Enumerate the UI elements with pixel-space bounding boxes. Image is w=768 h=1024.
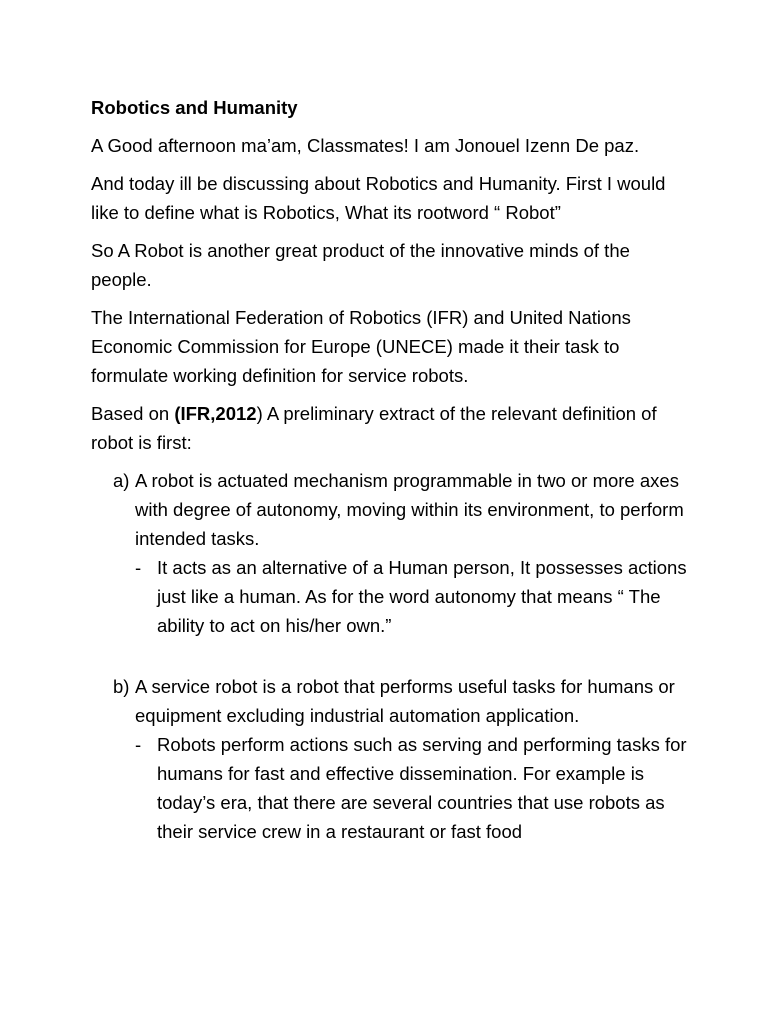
definition-note [135,730,691,846]
ifr-unece-paragraph: The International Federation of Robotics (IFR) and United Nations Economic Commission for Europe (UNECE) made it their task to formulate working definition for service robots. [91,307,631,386]
definition-item-a [91,466,691,640]
based-on-citation: (IFR,2012 [174,403,257,424]
robot-product-paragraph: So A Robot is another great product of the innovative minds of the people. [91,240,630,290]
based-on-suffix: ) A preliminary extract of the relevant definition of robot is first: [91,403,657,453]
intro-paragraph: And today ill be discussing about Robotics and Humanity. First I would like to define what is Robotics, What its rootword “ Robot” [91,173,666,223]
definition-item-b [91,672,691,846]
based-on-paragraph [91,399,691,457]
definitions-list [91,466,691,846]
definition-note-text: Robots perform actions such as serving and performing tasks for humans for fast and effective dissemination. For example is today’s era, that there are several countries that use robots as their service crew in a restaurant or fast food [157,734,687,842]
based-on-prefix: Based on [91,403,175,424]
definition-note [135,553,691,640]
definition-text: A robot is actuated mechanism programmable in two or more axes with degree of autonomy, moving within its environment, to perform intended tasks. [135,470,684,549]
greeting-paragraph: A Good afternoon ma’am, Classmates! I am Jonouel Izenn De paz. [91,135,640,156]
list-marker: b) [113,676,130,697]
dash-marker: - [135,734,142,755]
document-title: Robotics and Humanity [91,97,298,118]
list-marker: a) [113,470,130,491]
dash-marker: - [135,557,142,578]
definition-text: A service robot is a robot that performs useful tasks for humans or equipment excluding industrial automation application. [135,676,675,726]
document-body [91,93,691,846]
definition-note-text: It acts as an alternative of a Human person, It possesses actions just like a human. As for the word autonomy that means “ The ability to act on his/her own.” [157,557,687,636]
